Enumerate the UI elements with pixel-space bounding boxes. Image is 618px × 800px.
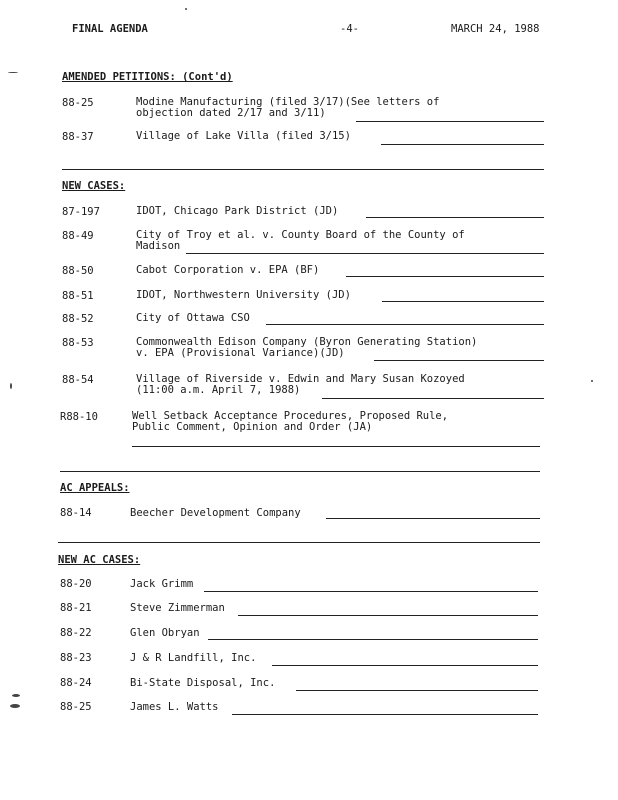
section-title-new-cases: NEW CASES: xyxy=(62,180,126,192)
case-description: (11:00 a.m. April 7, 1988) xyxy=(136,384,301,396)
separator-line xyxy=(58,542,540,543)
header-left: FINAL AGENDA xyxy=(72,23,148,35)
scan-speck xyxy=(10,704,20,708)
case-description: Madison xyxy=(136,240,181,252)
case-description: Jack Grimm xyxy=(130,578,194,590)
signature-line xyxy=(238,615,538,616)
case-description: Village of Lake Villa (filed 3/15) xyxy=(136,130,351,142)
case-description: objection dated 2/17 and 3/11) xyxy=(136,107,326,119)
scan-speck xyxy=(8,72,18,73)
case-description: Steve Zimmerman xyxy=(130,602,225,614)
header-date: MARCH 24, 1988 xyxy=(451,23,540,35)
case-number: 88-53 xyxy=(62,337,94,349)
case-description: Glen Obryan xyxy=(130,627,200,639)
signature-line xyxy=(356,121,544,122)
case-number: 87-197 xyxy=(62,206,100,218)
signature-line xyxy=(186,253,544,254)
case-number: 88-24 xyxy=(60,677,92,689)
case-number: 88-51 xyxy=(62,290,94,302)
case-number: 88-21 xyxy=(60,602,92,614)
section-title-ac-appeals: AC APPEALS: xyxy=(60,482,130,494)
case-description: Public Comment, Opinion and Order (JA) xyxy=(132,421,373,433)
case-description: City of Ottawa CSO xyxy=(136,312,250,324)
case-number: 88-14 xyxy=(60,507,92,519)
separator-line xyxy=(60,471,540,472)
scan-speck xyxy=(12,694,20,697)
scan-speck xyxy=(10,383,12,389)
case-description: James L. Watts xyxy=(130,701,219,713)
signature-line xyxy=(346,276,544,277)
case-description: Modine Manufacturing (filed 3/17)(See letters of xyxy=(136,96,440,108)
case-number: 88-23 xyxy=(60,652,92,664)
case-number: 88-20 xyxy=(60,578,92,590)
case-number: R88-10 xyxy=(60,411,98,423)
case-number: 88-49 xyxy=(62,230,94,242)
case-description: Commonwealth Edison Company (Byron Generating Station) xyxy=(136,336,478,348)
case-description: J & R Landfill, Inc. xyxy=(130,652,257,664)
case-description: Beecher Development Company xyxy=(130,507,301,519)
case-number: 88-37 xyxy=(62,131,94,143)
case-description: v. EPA (Provisional Variance)(JD) xyxy=(136,347,345,359)
case-description: IDOT, Chicago Park District (JD) xyxy=(136,205,339,217)
case-description: Bi-State Disposal, Inc. xyxy=(130,677,276,689)
signature-line xyxy=(208,639,538,640)
signature-line xyxy=(266,324,544,325)
signature-line xyxy=(296,690,538,691)
separator-line xyxy=(62,169,544,170)
signature-line xyxy=(366,217,544,218)
signature-line xyxy=(382,301,544,302)
case-number: 88-54 xyxy=(62,374,94,386)
signature-line xyxy=(132,446,540,447)
signature-line xyxy=(381,144,544,145)
case-number: 88-50 xyxy=(62,265,94,277)
page-number: -4- xyxy=(340,23,359,35)
signature-line xyxy=(272,665,538,666)
signature-line xyxy=(322,398,544,399)
case-number: 88-22 xyxy=(60,627,92,639)
signature-line xyxy=(232,714,538,715)
case-description: Well Setback Acceptance Procedures, Proposed Rule, xyxy=(132,410,449,422)
scan-speck xyxy=(185,8,187,10)
case-description: Village of Riverside v. Edwin and Mary Susan Kozoyed xyxy=(136,373,465,385)
case-description: IDOT, Northwestern University (JD) xyxy=(136,289,351,301)
case-number: 88-52 xyxy=(62,313,94,325)
signature-line xyxy=(374,360,544,361)
case-number: 88-25 xyxy=(60,701,92,713)
signature-line xyxy=(204,591,538,592)
case-description: Cabot Corporation v. EPA (BF) xyxy=(136,264,320,276)
case-number: 88-25 xyxy=(62,97,94,109)
scan-speck xyxy=(591,380,593,382)
section-title-amended-petitions: AMENDED PETITIONS: (Cont'd) xyxy=(62,71,233,83)
section-title-new-ac-cases: NEW AC CASES: xyxy=(58,554,141,566)
signature-line xyxy=(326,518,540,519)
case-description: City of Troy et al. v. County Board of the County of xyxy=(136,229,465,241)
